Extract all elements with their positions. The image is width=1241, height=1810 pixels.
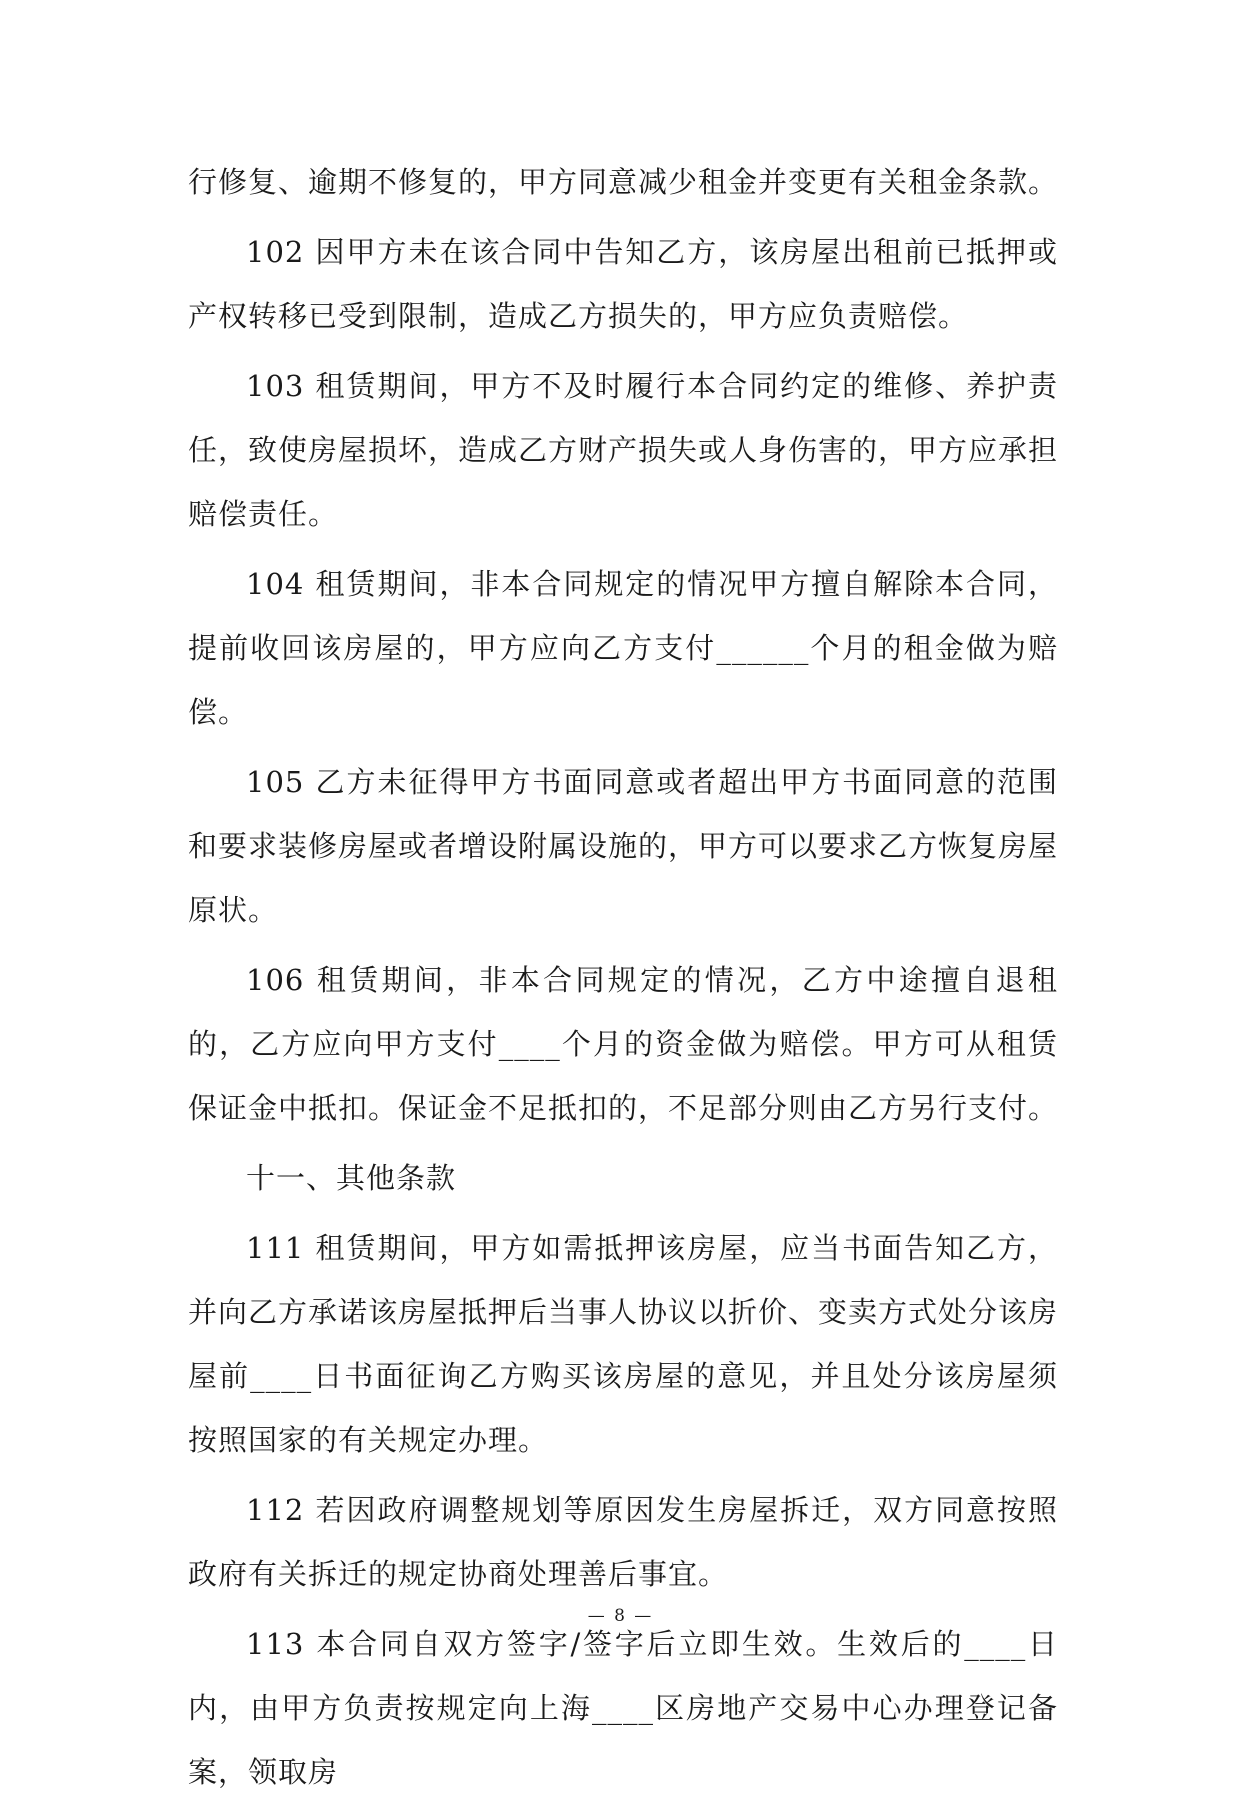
page-number: — 8 — — [587, 1606, 654, 1626]
clause-104: 104 租赁期间，非本合同规定的情况甲方擅自解除本合同，提前收回该房屋的，甲方应向乙方支付______个月的租金做为赔偿。 — [188, 567, 1058, 729]
clause-103: 103 租赁期间，甲方不及时履行本合同约定的维修、养护责任，致使房屋损坏，造成乙方财产损失或人身伤害的，甲方应承担赔偿责任。 — [188, 369, 1059, 531]
paragraph-continuation: 行修复、逾期不修复的，甲方同意减少租金并变更有关租金条款。 — [188, 165, 1059, 199]
clause-112: 112 若因政府调整规划等原因发生房屋拆迁，双方同意按照政府有关拆迁的规定协商处理善后事宜。 — [188, 1493, 1058, 1591]
section-heading-other-terms: 十一、其他条款 — [246, 1161, 457, 1195]
clause-105: 105 乙方未征得甲方书面同意或者超出甲方书面同意的范围和要求装修房屋或者增设附属设施的，甲方可以要求乙方恢复房屋原状。 — [188, 765, 1059, 927]
clause-102: 102 因甲方未在该合同中告知乙方，该房屋出租前已抵押或产权转移已受到限制，造成乙方损失的，甲方应负责赔偿。 — [188, 235, 1058, 333]
clause-106: 106 租赁期间，非本合同规定的情况，乙方中途擅自退租的，乙方应向甲方支付____个月的资金做为赔偿。甲方可从租赁保证金中抵扣。保证金不足抵扣的，不足部分则由乙方另行支付。 — [188, 963, 1059, 1125]
clause-111: 111 租赁期间，甲方如需抵押该房屋，应当书面告知乙方，并向乙方承诺该房屋抵押后当事人协议以折价、变卖方式处分该房屋前____日书面征询乙方购买该房屋的意见，并且处分该房屋须按照国家的有关规定办理。 — [188, 1231, 1059, 1457]
clause-113: 113 本合同自双方签字/签字后立即生效。生效后的____日内，由甲方负责按规定向上海____区房地产交易中心办理登记备案，领取房 — [188, 1627, 1058, 1789]
document-body — [188, 150, 1058, 1810]
